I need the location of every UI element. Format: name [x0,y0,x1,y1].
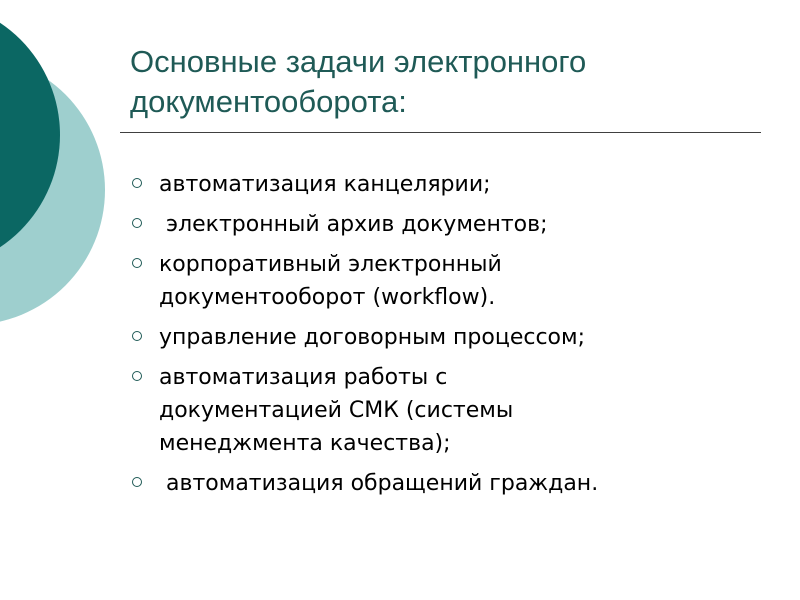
hollow-circle-icon [132,371,142,381]
slide-title [130,42,760,122]
hollow-circle-icon [132,477,142,487]
bullet-text: документацией СМК (системы [159,398,514,423]
title-line: документооборота: [130,84,407,119]
bullet-text: документооборот (workflow). [159,285,496,310]
hollow-circle-icon [132,178,142,188]
hollow-circle-icon [132,331,142,341]
bullet-text: автоматизация работы с [159,365,448,390]
bullet-item [130,467,770,500]
bullet-text: менеджмента качества); [159,431,451,456]
hollow-circle-icon [132,218,142,228]
bullet-list [130,168,770,507]
bullet-text: автоматизация канцелярии; [159,172,491,197]
bullet-item [130,168,770,201]
bullet-text: корпоративный электронный [159,252,502,277]
title-divider [120,132,761,133]
hollow-circle-icon [132,258,142,268]
bullet-item [130,208,770,241]
bullet-item [130,248,770,314]
title-line: Основные задачи электронного [130,44,587,79]
bullet-text: автоматизация обращений граждан. [159,471,599,496]
bullet-item [130,321,770,354]
bullet-text: электронный архив документов; [159,212,548,237]
bullet-item [130,361,770,460]
bullet-text: управление договорным процессом; [159,325,586,350]
